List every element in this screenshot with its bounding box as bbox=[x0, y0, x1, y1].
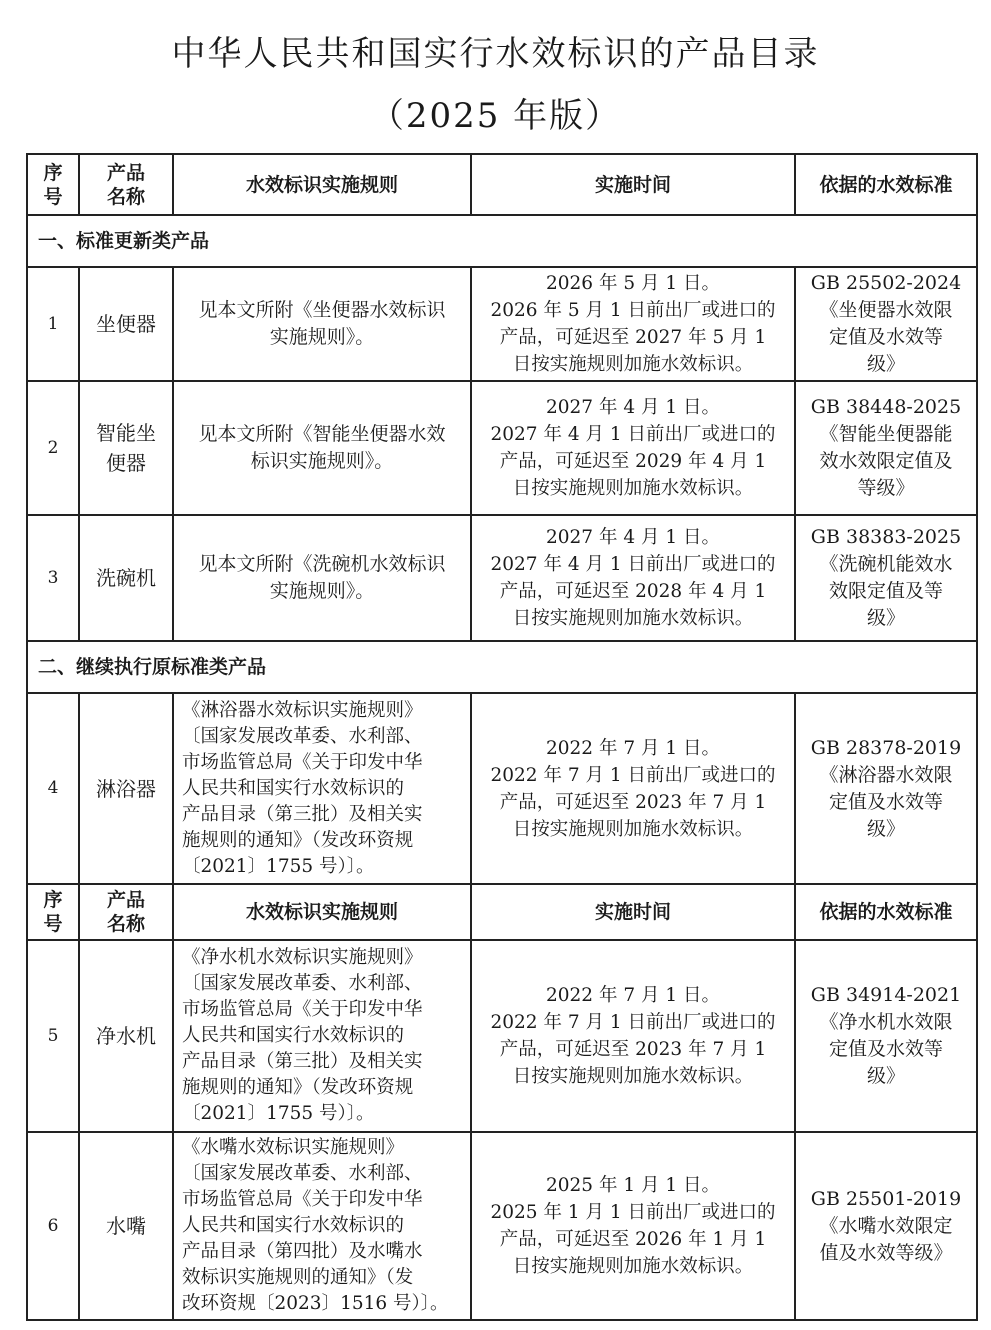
rule-cell: 《净水机水效标识实施规则》 〔国家发展改革委、水利部、 市场监管总局《关于印发中华 人民共和国实行水效标识的 产品目录（第三批）及相关实 施规则的通知》（发改环资规 〔2021〕1755 号）〕。 bbox=[173, 940, 471, 1132]
rule-cell: 见本文所附《洗碗机水效标识 实施规则》。 bbox=[173, 515, 471, 641]
section-title: 二、继续执行原标准类产品 bbox=[27, 641, 977, 693]
row-no: 3 bbox=[27, 515, 79, 641]
header-std: 依据的水效标准 bbox=[795, 154, 977, 215]
standard-cell: GB 38383-2025 《洗碗机能效水 效限定值及等 级》 bbox=[795, 515, 977, 641]
header-time: 实施时间 bbox=[471, 154, 795, 215]
header-no: 序 号 bbox=[27, 884, 79, 940]
header-name: 产品 名称 bbox=[79, 154, 173, 215]
header-std: 依据的水效标准 bbox=[795, 884, 977, 940]
header-name: 产品 名称 bbox=[79, 884, 173, 940]
page-subtitle: （2025 年版） bbox=[369, 96, 622, 136]
page-title: 中华人民共和国实行水效标识的产品目录 bbox=[171, 34, 820, 74]
rule-cell: 见本文所附《智能坐便器水效 标识实施规则》。 bbox=[173, 381, 471, 515]
row-no: 1 bbox=[27, 267, 79, 381]
product-name: 坐便器 bbox=[79, 267, 173, 381]
table-row bbox=[27, 515, 977, 641]
product-name: 淋浴器 bbox=[79, 693, 173, 884]
rule-cell: 《淋浴器水效标识实施规则》 〔国家发展改革委、水利部、 市场监管总局《关于印发中华 人民共和国实行水效标识的 产品目录（第三批）及相关实 施规则的通知》（发改环资规 〔2021〕1755 号）〕。 bbox=[173, 693, 471, 884]
product-name: 洗碗机 bbox=[79, 515, 173, 641]
standard-cell: GB 25501-2019 《水嘴水效限定 值及水效等级》 bbox=[795, 1132, 977, 1320]
rule-cell: 见本文所附《坐便器水效标识 实施规则》。 bbox=[173, 267, 471, 381]
time-cell: 2025 年 1 月 1 日。 2025 年 1 月 1 日前出厂或进口的 产品，可延迟至 2026 年 1 月 1 日按实施规则加施水效标识。 bbox=[471, 1132, 795, 1320]
header-rule: 水效标识实施规则 bbox=[173, 154, 471, 215]
table-row bbox=[27, 1132, 977, 1320]
standard-cell: GB 25502-2024 《坐便器水效限 定值及水效等 级》 bbox=[795, 267, 977, 381]
section-row bbox=[27, 641, 977, 693]
row-no: 2 bbox=[27, 381, 79, 515]
product-name: 净水机 bbox=[79, 940, 173, 1132]
header-time: 实施时间 bbox=[471, 884, 795, 940]
row-no: 5 bbox=[27, 940, 79, 1132]
table-header-row bbox=[27, 154, 977, 215]
table-header-row bbox=[27, 884, 977, 940]
section-row bbox=[27, 215, 977, 267]
standard-cell: GB 38448-2025 《智能坐便器能 效水效限定值及 等级》 bbox=[795, 381, 977, 515]
product-name: 智能坐 便器 bbox=[79, 381, 173, 515]
section-title: 一、标准更新类产品 bbox=[27, 215, 977, 267]
row-no: 6 bbox=[27, 1132, 79, 1320]
time-cell: 2027 年 4 月 1 日。 2027 年 4 月 1 日前出厂或进口的 产品，可延迟至 2028 年 4 月 1 日按实施规则加施水效标识。 bbox=[471, 515, 795, 641]
rule-cell: 《水嘴水效标识实施规则》 〔国家发展改革委、水利部、 市场监管总局《关于印发中华 人民共和国实行水效标识的 产品目录（第四批）及水嘴水 效标识实施规则的通知》（发 改环资规〔2023〕1516 号）〕。 bbox=[173, 1132, 471, 1320]
standard-cell: GB 34914-2021 《净水机水效限 定值及水效等 级》 bbox=[795, 940, 977, 1132]
table-row bbox=[27, 693, 977, 884]
row-no: 4 bbox=[27, 693, 79, 884]
product-name: 水嘴 bbox=[79, 1132, 173, 1320]
time-cell: 2026 年 5 月 1 日。 2026 年 5 月 1 日前出厂或进口的 产品，可延迟至 2027 年 5 月 1 日按实施规则加施水效标识。 bbox=[471, 267, 795, 381]
table-row bbox=[27, 940, 977, 1132]
table-row bbox=[27, 267, 977, 381]
header-no: 序 号 bbox=[27, 154, 79, 215]
standard-cell: GB 28378-2019 《淋浴器水效限 定值及水效等 级》 bbox=[795, 693, 977, 884]
product-catalog-table bbox=[26, 153, 978, 1321]
time-cell: 2027 年 4 月 1 日。 2027 年 4 月 1 日前出厂或进口的 产品，可延迟至 2029 年 4 月 1 日按实施规则加施水效标识。 bbox=[471, 381, 795, 515]
time-cell: 2022 年 7 月 1 日。 2022 年 7 月 1 日前出厂或进口的 产品，可延迟至 2023 年 7 月 1 日按实施规则加施水效标识。 bbox=[471, 693, 795, 884]
header-rule: 水效标识实施规则 bbox=[173, 884, 471, 940]
table-row bbox=[27, 381, 977, 515]
time-cell: 2022 年 7 月 1 日。 2022 年 7 月 1 日前出厂或进口的 产品，可延迟至 2023 年 7 月 1 日按实施规则加施水效标识。 bbox=[471, 940, 795, 1132]
